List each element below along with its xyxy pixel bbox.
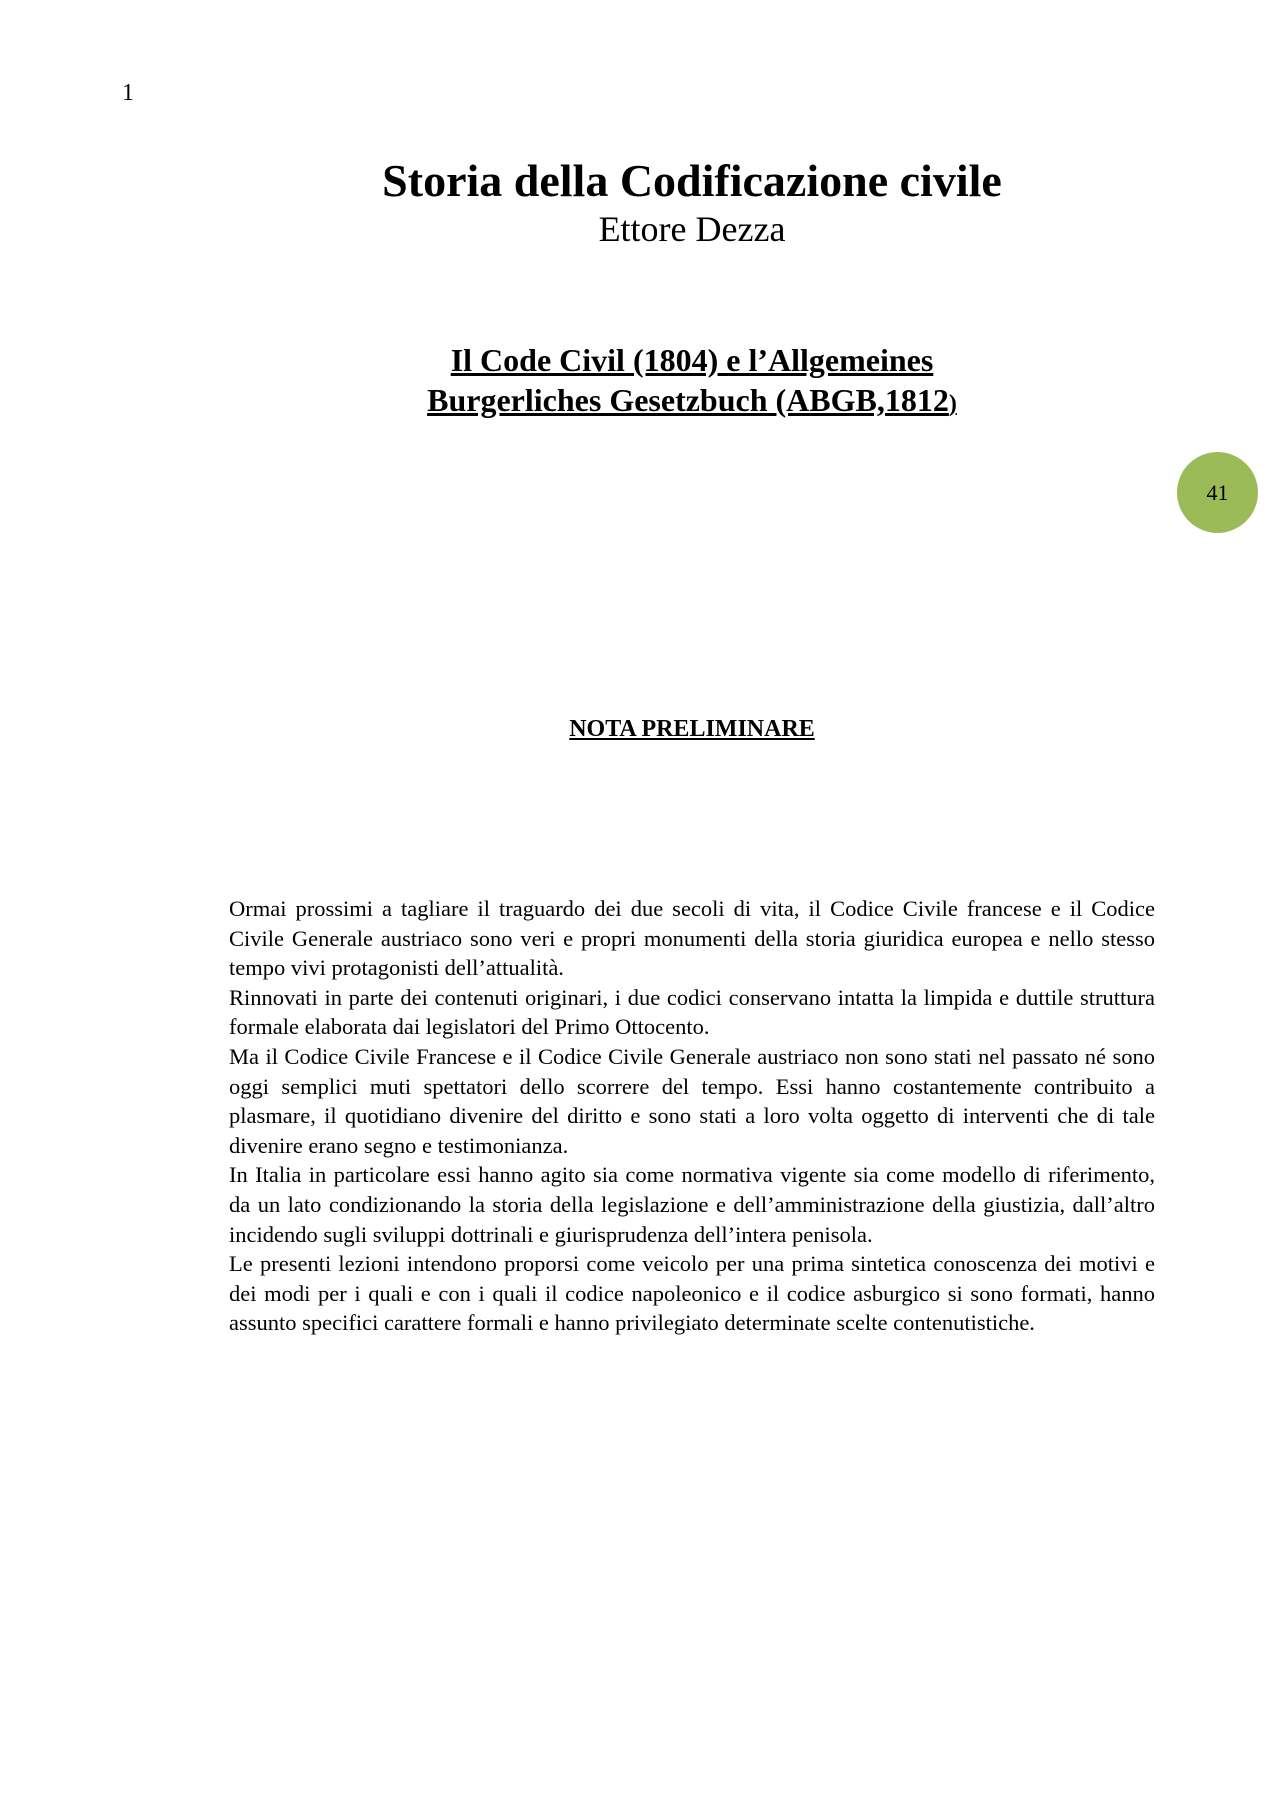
subtitle-closing-paren: )	[948, 391, 957, 417]
body-text	[229, 894, 1155, 1338]
subtitle-line-1-text: Il Code Civil (1804) e l’Allgemeines	[450, 342, 934, 378]
section-heading: NOTA PRELIMINARE	[569, 716, 815, 742]
paragraph: Le presenti lezioni intendono proporsi come veicolo per una prima sintetica conoscenza dei motivi e dei modi per i quali e con i quali il codice napoleonico e il codice asburgico si sono formati, hanno assunto specifici carattere formali e hanno privilegiato determinate scelte contenutistiche.	[229, 1251, 1155, 1336]
subtitle-line-1	[0, 340, 1280, 380]
document-subtitle	[0, 340, 1280, 424]
paragraph: In Italia in particolare essi hanno agito sia come normativa vigente sia come modello di riferimento, da un lato condizionando la storia della legislazione e dell’amministrazione della giustizia, dall’altro incidendo sugli sviluppi dottrinali e giurisprudenza dell’intera penisola.	[229, 1162, 1155, 1247]
paragraph: Rinnovati in parte dei contenuti originari, i due codici conservano intatta la limpida e duttile struttura formale elaborata dai legislatori del Primo Ottocento.	[229, 984, 1155, 1040]
subtitle-line-2	[0, 380, 1280, 424]
document-title: Storia della Codificazione civile	[382, 155, 1002, 206]
page-number: 1	[122, 80, 134, 106]
document-author: Ettore Dezza	[598, 209, 786, 249]
page-count-badge-value: 41	[1206, 479, 1229, 505]
paragraph: Ma il Codice Civile Francese e il Codice Civile Generale austriaco non sono stati nel passato né sono oggi semplici muti spettatori dello scorrere del tempo. Essi hanno costantemente contribuito a plasmare, il quotidiano divenire del diritto e sono stati a loro volta oggetto di interventi che di tale divenire erano segno e testimonianza.	[229, 1043, 1155, 1158]
subtitle-line-2-text: Burgerliches Gesetzbuch (ABGB,1812	[427, 382, 949, 418]
paragraph: Ormai prossimi a tagliare il traguardo dei due secoli di vita, il Codice Civile francese e il Codice Civile Generale austriaco sono veri e propri monumenti della storia giuridica europea e nello stesso tempo vivi protagonisti dell’attualità.	[229, 896, 1155, 981]
page-count-badge	[1177, 452, 1258, 533]
